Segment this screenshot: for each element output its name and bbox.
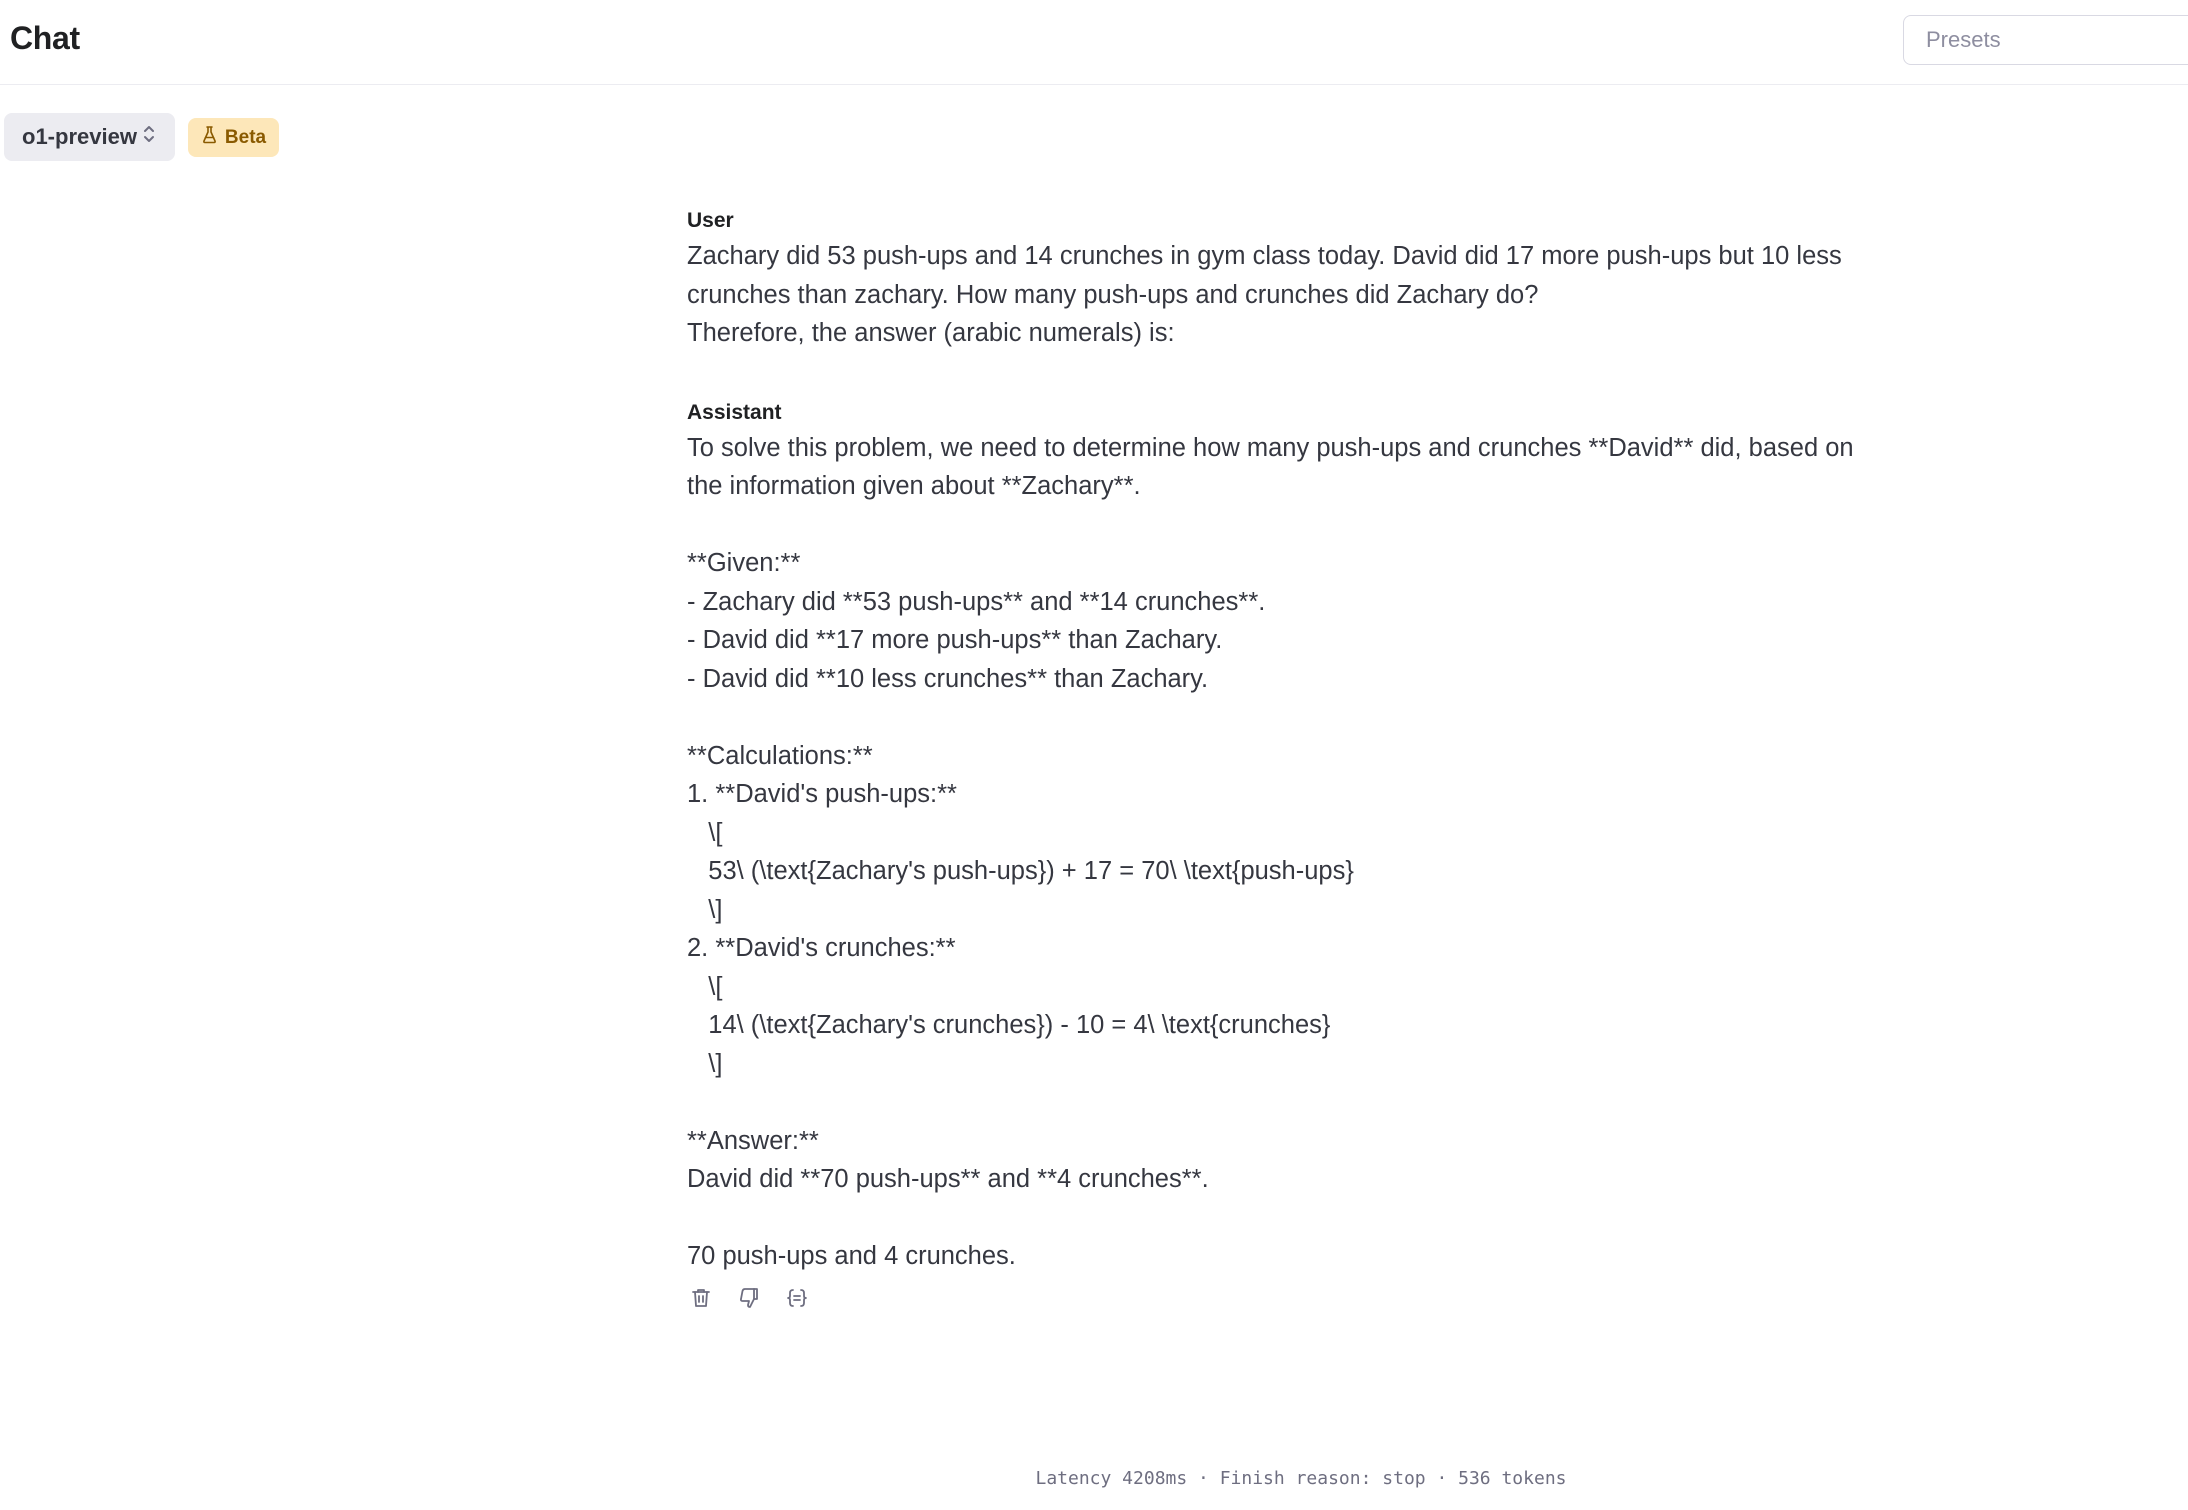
user-message	[687, 205, 1857, 353]
presets-input[interactable]	[1903, 15, 2188, 65]
json-braces-icon[interactable]	[785, 1286, 809, 1310]
message-role-user: User	[687, 209, 734, 232]
assistant-message	[687, 397, 1857, 1276]
message-content-assistant: To solve this problem, we need to determine how many push-ups and crunches **David** did, based on the information given about **Zachary**. **Given:** - Zachary did **53 push-ups** and **14 crunches**. - David did **17 more push-ups** than Zachary. - David did **10 less crunches** than Zachary. **Calculations:** 1. **David's push-ups:** \[ 53\ (\text{Zachary's push-ups}) + 17 = 70\ \text{push-ups} \] 2. **David's crunches:** \[ 14\ (\text{Zachary's crunches}) - 10 = 4\ \text{crunches} \] **Answer:** David did **70 push-ups** and **4 crunches**. 70 push-ups and 4 crunches.	[687, 433, 1854, 1270]
beta-badge-label: Beta	[224, 126, 267, 148]
response-stats: Latency 4208ms · Finish reason: stop · 536 tokens	[1035, 1468, 1567, 1489]
beta-badge	[188, 118, 279, 157]
header	[0, 0, 2188, 85]
message-actions	[687, 1286, 1857, 1310]
trash-icon[interactable]	[689, 1286, 713, 1310]
message-role-assistant: Assistant	[687, 400, 782, 424]
page-title: Chat	[10, 20, 80, 56]
thumbs-down-icon[interactable]	[737, 1286, 761, 1310]
chevron-up-down-icon	[141, 123, 157, 151]
message-content-user: Zachary did 53 push-ups and 14 crunches in gym class today. David did 17 more push-ups but 10 less crunches than zachary. How many push-ups and crunches did Zachary do? Therefore, the answer (arabic numerals) is:	[687, 242, 1842, 347]
conversation	[687, 205, 1857, 1310]
flask-icon	[201, 125, 218, 150]
model-select[interactable]	[4, 113, 175, 161]
model-select-label: o1-preview	[22, 124, 137, 149]
